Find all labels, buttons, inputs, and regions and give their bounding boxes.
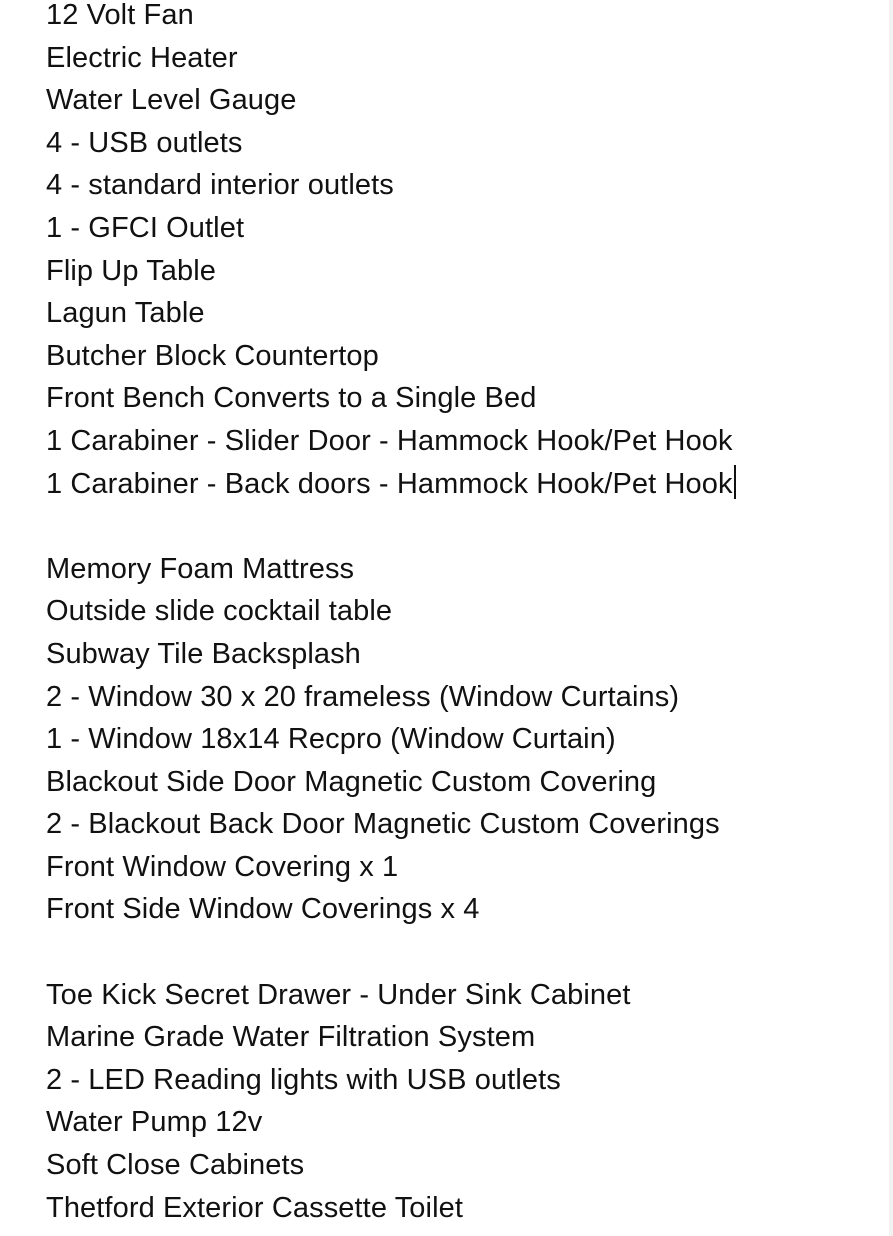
list-line: 4 - standard interior outlets [46,169,394,202]
page-edge [889,0,893,1236]
list-line: Flip Up Table [46,254,217,287]
list-line: Water Level Gauge [46,84,297,117]
list-line: Toe Kick Secret Drawer - Under Sink Cabinet [46,978,631,1011]
list-line: Front Window Covering x 1 [46,850,399,883]
section-plumbing-and-cabinets [46,974,873,1230]
list-line: Outside slide cocktail table [46,595,393,628]
list-line: 4 - USB outlets [46,126,243,159]
list-line: 1 - GFCI Outlet [46,211,245,244]
list-line: 2 - LED Reading lights with USB outlets [46,1063,561,1096]
list-line: Lagun Table [46,297,205,330]
list-line: Soft Close Cabinets [46,1149,305,1182]
list-line: 12 Volt Fan [46,0,194,31]
list-line: Butcher Block Countertop [46,339,379,372]
list-line: Water Pump 12v [46,1106,263,1139]
blank-line [46,931,873,974]
list-line: Marine Grade Water Filtration System [46,1021,536,1054]
list-line: 1 Carabiner - Slider Door - Hammock Hook/Pet Hook [46,424,733,457]
list-line: 2 - Blackout Back Door Magnetic Custom Coverings [46,808,720,841]
blank-line [46,505,873,548]
list-line: 2 - Window 30 x 20 frameless (Window Curtains) [46,680,680,713]
list-line-with-caret[interactable] [46,463,873,506]
text-body[interactable] [46,0,873,1229]
list-line: Blackout Side Door Magnetic Custom Covering [46,765,657,798]
text-cursor [734,465,736,499]
section-bedding-and-windows [46,548,873,931]
section-electrical-and-furniture [46,0,873,505]
list-line: Electric Heater [46,41,238,74]
list-line: Memory Foam Mattress [46,552,355,585]
list-line: Front Side Window Coverings x 4 [46,893,480,926]
list-line: Thetford Exterior Cassette Toilet [46,1191,464,1224]
list-line: Front Bench Converts to a Single Bed [46,382,537,415]
list-line: 1 - Window 18x14 Recpro (Window Curtain) [46,723,616,756]
list-line-text: 1 Carabiner - Back doors - Hammock Hook/Pet Hook [46,467,733,500]
list-line: Subway Tile Backsplash [46,637,361,670]
